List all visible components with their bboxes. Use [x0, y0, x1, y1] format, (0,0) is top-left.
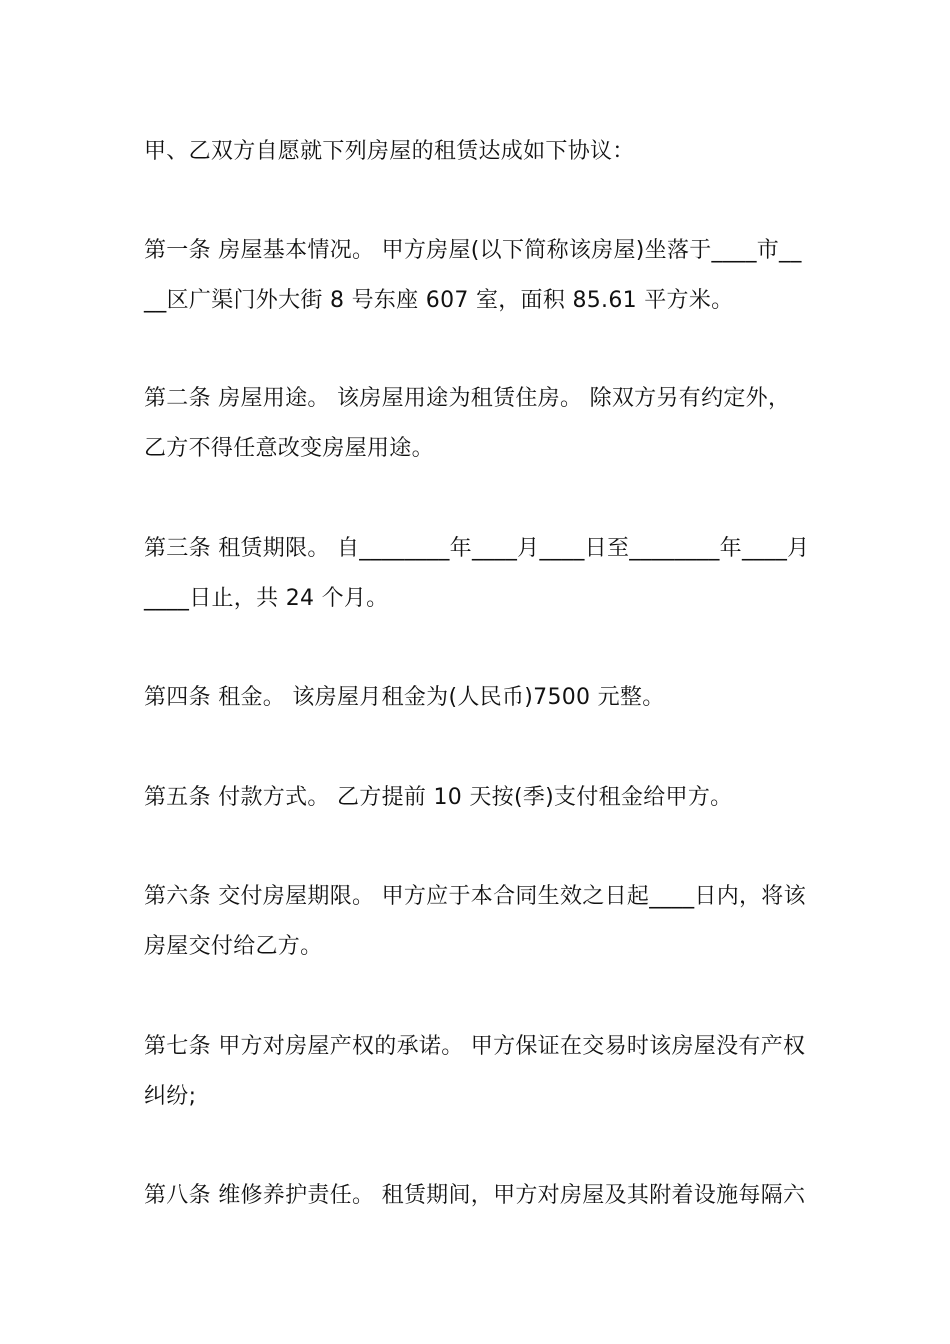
- article-7-line-1: 第七条 甲方对房屋产权的承诺。 甲方保证在交易时该房屋没有产权: [144, 1034, 806, 1059]
- article-8-line-1: 第八条 维修养护责任。 租赁期间，甲方对房屋及其附着设施每隔六: [144, 1183, 806, 1208]
- article-1-line-2: __区广渠门外大街 8 号东座 607 室，面积 85.61 平方米。: [144, 288, 734, 313]
- article-4-line-1: 第四条 租金。 该房屋月租金为(人民币)7500 元整。: [144, 685, 665, 710]
- article-1-line-1: 第一条 房屋基本情况。 甲方房屋(以下简称该房屋)坐落于____市__: [144, 238, 802, 263]
- article-7-line-2: 纠纷;: [144, 1084, 197, 1109]
- intro-paragraph: 甲、乙双方自愿就下列房屋的租赁达成如下协议：: [144, 139, 635, 164]
- article-6-line-1: 第六条 交付房屋期限。 甲方应于本合同生效之日起____日内，将该: [144, 884, 806, 909]
- article-2-line-1: 第二条 房屋用途。 该房屋用途为租赁住房。 除双方另有约定外，: [144, 386, 791, 411]
- article-2-line-2: 乙方不得任意改变房屋用途。: [144, 436, 434, 461]
- article-3-line-1: 第三条 租赁期限。 自________年____月____日至________年____月: [144, 536, 810, 561]
- article-3-line-2: ____日止，共 24 个月。: [144, 586, 389, 611]
- article-5-line-1: 第五条 付款方式。 乙方提前 10 天按(季)支付租金给甲方。: [144, 785, 733, 810]
- article-6-line-2: 房屋交付给乙方。: [144, 934, 323, 959]
